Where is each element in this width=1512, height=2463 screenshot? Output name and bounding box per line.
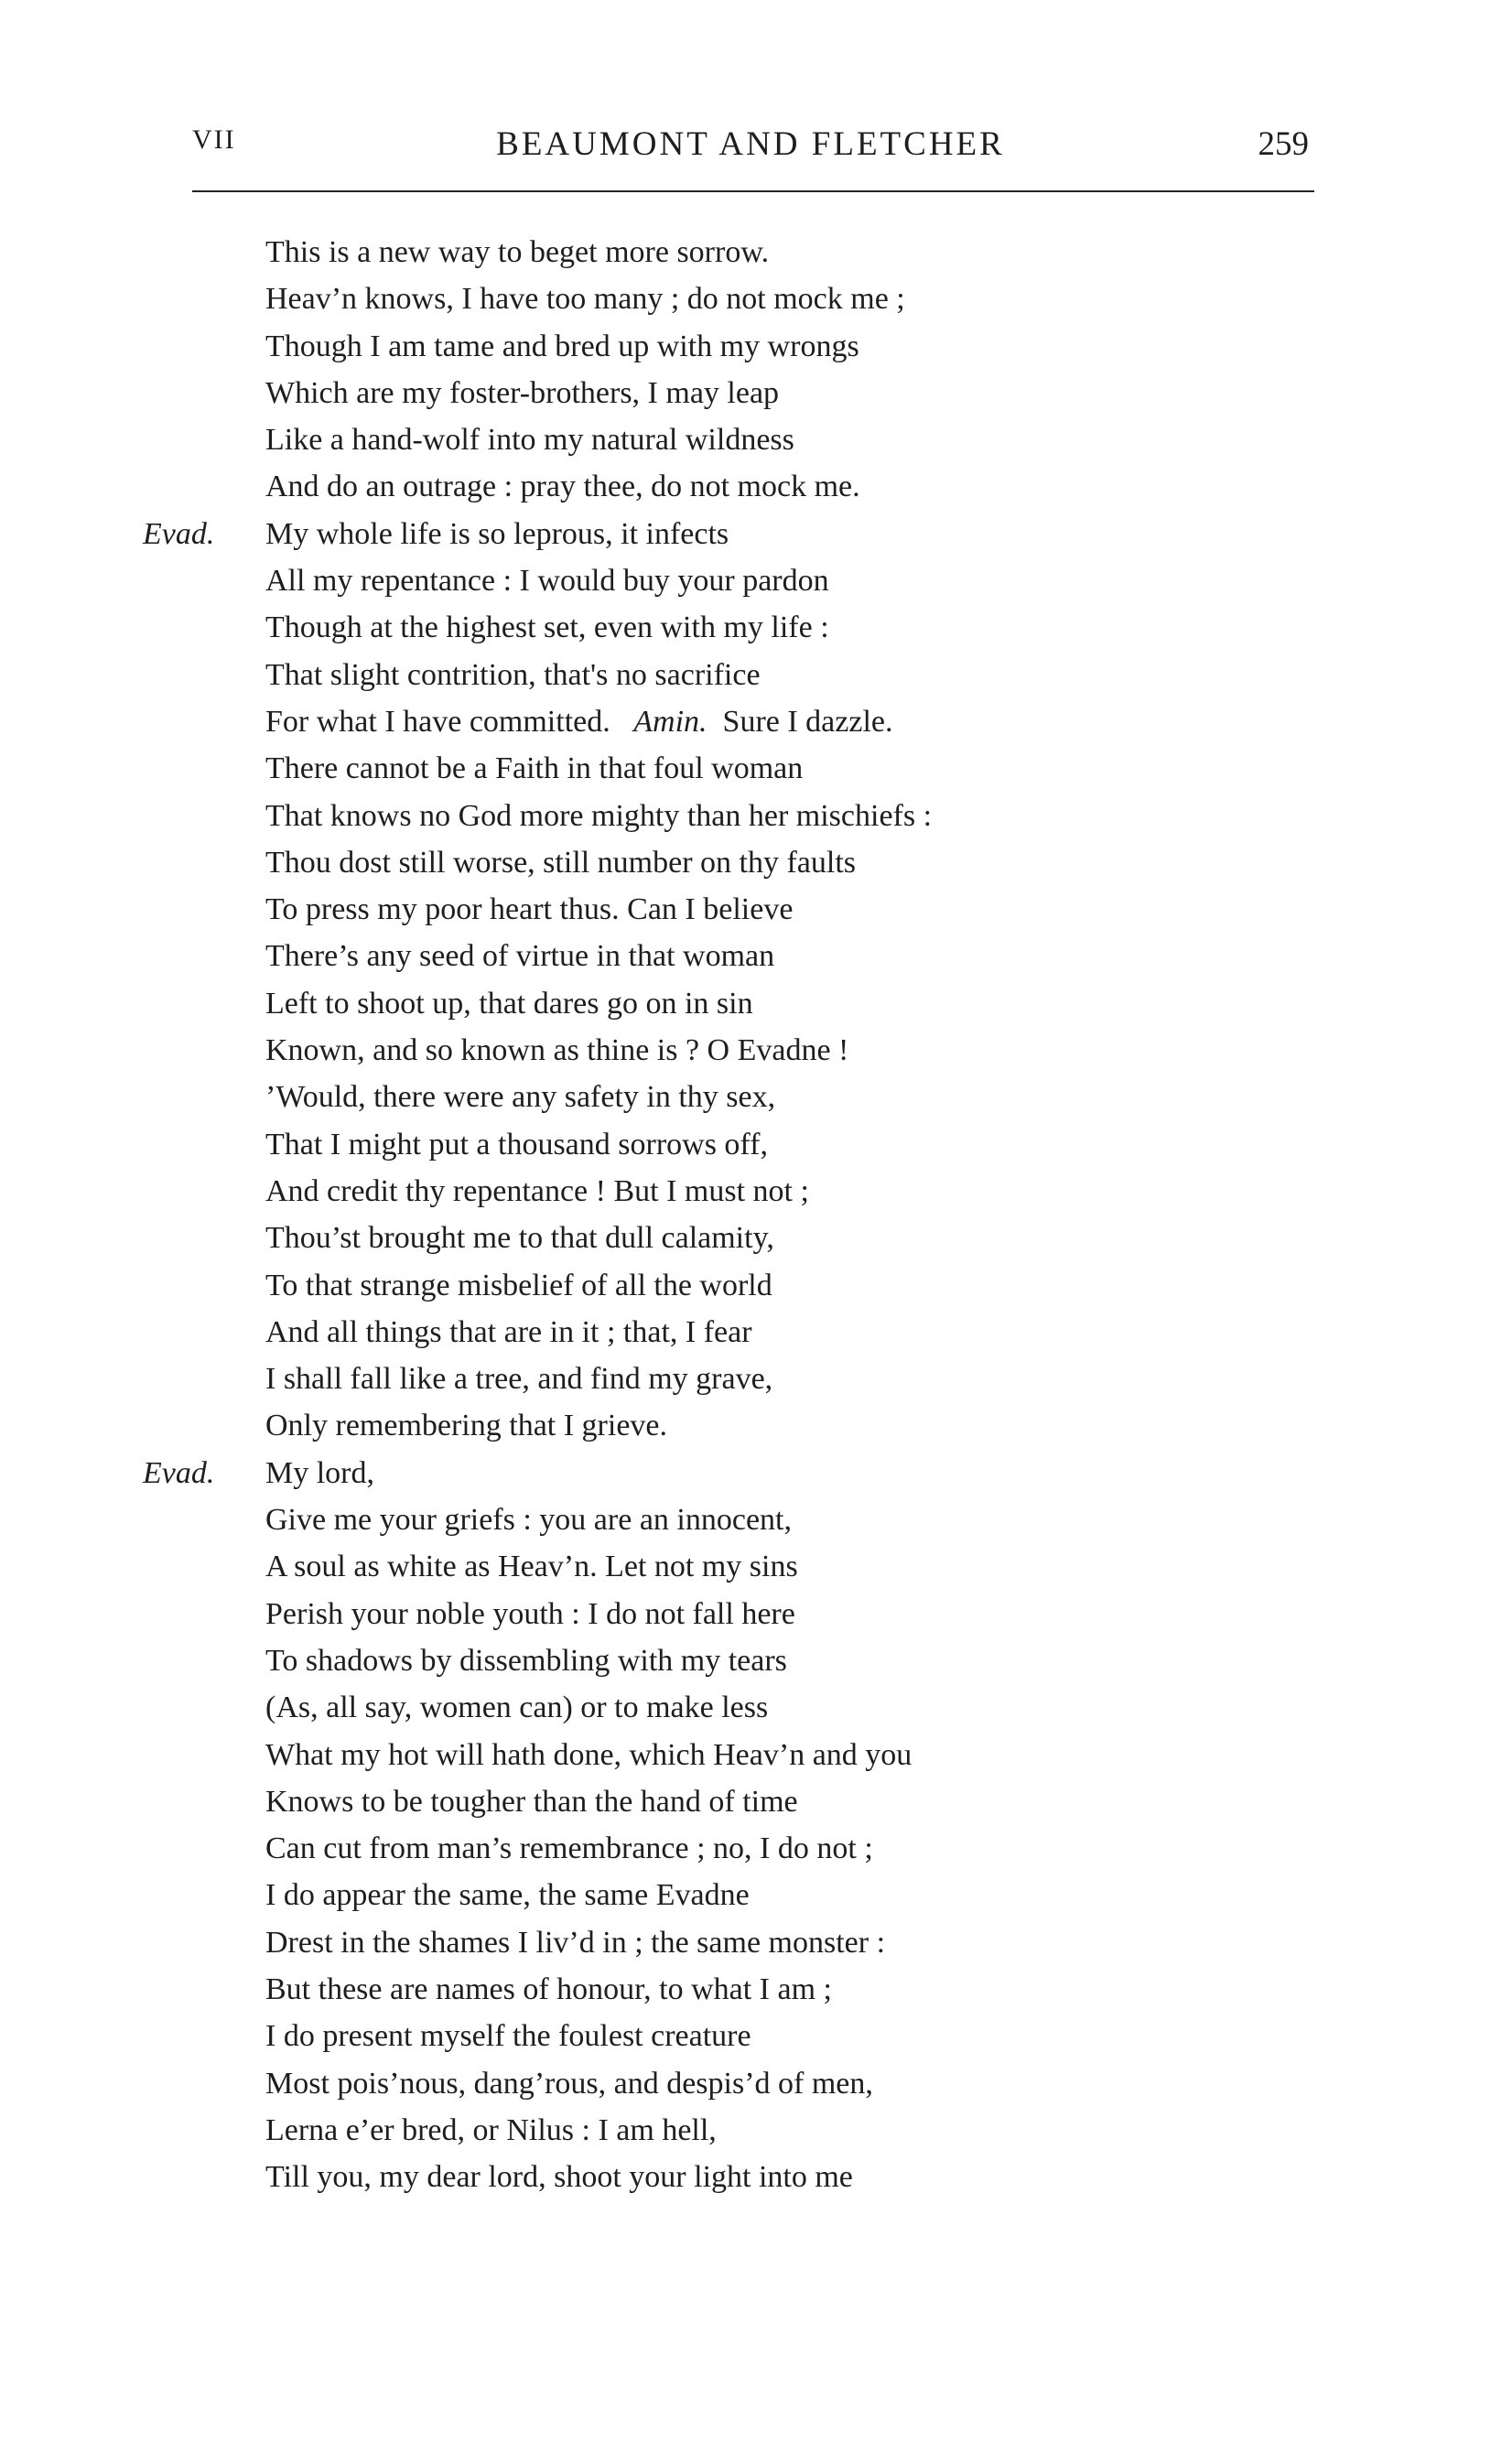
verse-line [265,980,1309,1027]
verse-line [265,557,1309,604]
line-text: Can cut from man’s remembrance ; no, I do not ; [265,1831,873,1866]
verse-line [265,1309,1309,1356]
verse-line [265,1966,1309,2013]
verse-line [265,1215,1309,1261]
line-text: Knows to be tougher than the hand of time [265,1784,798,1819]
line-text: That I might put a thousand sorrows off, [265,1127,768,1161]
line-text: My whole life is so leprous, it infects [265,516,729,551]
verse-line [265,2154,1309,2200]
verse-line [265,698,1309,745]
line-text: Till you, my dear lord, shoot your light into me [265,2160,853,2195]
page-header [192,124,1309,176]
verse-line [265,933,1309,979]
line-text: To that strange misbelief of all the world [265,1268,772,1302]
line-text: Which are my foster-brothers, I may leap [265,375,780,410]
line-text: ’Would, there were any safety in thy sex, [265,1080,776,1115]
verse-line [265,1825,1309,1872]
speaker-label: Evad. [143,516,215,551]
line-text: Left to shoot up, that dares go on in sin [265,986,753,1021]
line-text: This is a new way to beget more sorrow. [265,235,770,269]
line-text: That knows no God more mighty than her mischiefs : [265,798,933,833]
line-text: Known, and so known as thine is ? O Evadne ! [265,1033,849,1068]
line-text: Drest in the shames I liv’d in ; the same monster : [265,1925,886,1960]
line-text: I do appear the same, the same Evadne [265,1878,750,1913]
section-number: VII [192,124,236,155]
verse-line [265,1262,1309,1309]
verse-line [265,370,1309,416]
verse-line [265,323,1309,370]
verse-line [265,1919,1309,1966]
line-text: Heav’n knows, I have too many ; do not mock me ; [265,282,905,317]
line-text: Most pois’nous, dang’rous, and despis’d of men, [265,2066,873,2101]
verse-line [265,1496,1309,1543]
verse-line [265,604,1309,651]
verse-line [265,1732,1309,1778]
verse-line [265,229,1309,275]
verse-line [265,2013,1309,2059]
verse-line [265,1074,1309,1120]
line-text: And do an outrage : pray thee, do not mock me. [265,470,860,504]
line-text: Only remembering that I grieve. [265,1409,668,1443]
header-rule [192,190,1314,192]
line-text: For what I have committed. [265,704,610,739]
line-text: There cannot be a Faith in that foul woman [265,751,804,786]
line-text-after: Sure I dazzle. [722,704,893,739]
verse-line [265,1872,1309,1918]
verse-line [265,839,1309,886]
verse-line [143,511,1309,557]
speaker-label: Evad. [143,1455,215,1490]
line-text: Thou’st brought me to that dull calamity, [265,1221,774,1256]
line-text: That slight contrition, that's no sacrifice [265,657,761,692]
verse-line [265,1356,1309,1402]
line-text: All my repentance : I would buy your pardon [265,564,829,599]
line-text: Give me your griefs : you are an innocent, [265,1503,792,1538]
verse-line [265,1637,1309,1684]
page-number: 259 [1258,125,1309,163]
verse-line [265,1778,1309,1825]
verse-line [265,2060,1309,2107]
verse-line [265,1591,1309,1637]
line-text: My lord, [265,1455,374,1490]
speaker-cue: Amin. [633,704,707,739]
verse-line [265,416,1309,463]
verse-line [265,652,1309,698]
running-title: BEAUMONT AND FLETCHER [496,125,1005,163]
verse-line [265,886,1309,933]
line-text: Lerna e’er bred, or Nilus : I am hell, [265,2112,717,2147]
verse-line [265,1121,1309,1168]
line-text: And credit thy repentance ! But I must not ; [265,1173,809,1208]
line-text: To shadows by dissembling with my tears [265,1643,787,1678]
verse-block [143,229,1309,2200]
line-text: To press my poor heart thus. Can I believe [265,892,794,927]
line-text: What my hot will hath done, which Heav’n and you [265,1737,913,1772]
line-text: Though I am tame and bred up with my wrongs [265,329,859,363]
line-text: I do present myself the foulest creature [265,2019,751,2054]
line-text: But these are names of honour, to what I am ; [265,1971,832,2006]
verse-line [265,793,1309,839]
verse-line [265,1168,1309,1215]
verse-line [265,275,1309,322]
line-text: Like a hand-wolf into my natural wildness [265,423,794,458]
line-text: (As, all say, women can) or to make less [265,1691,769,1725]
line-text: And all things that are in it ; that, I fear [265,1314,752,1349]
line-text: I shall fall like a tree, and find my grave, [265,1362,773,1397]
verse-line [265,745,1309,792]
verse-line [143,1450,1309,1496]
verse-line [265,2107,1309,2154]
line-text: Perish your noble youth : I do not fall here [265,1596,795,1631]
verse-line [265,1402,1309,1449]
verse-line [265,1543,1309,1590]
line-text: Though at the highest set, even with my life : [265,610,829,645]
line-text: Thou dost still worse, still number on thy faults [265,845,857,880]
verse-line [265,1684,1309,1731]
line-text: There’s any seed of virtue in that woman [265,939,775,974]
verse-line [265,463,1309,510]
line-text: A soul as white as Heav’n. Let not my sins [265,1550,798,1584]
verse-line [265,1027,1309,1074]
